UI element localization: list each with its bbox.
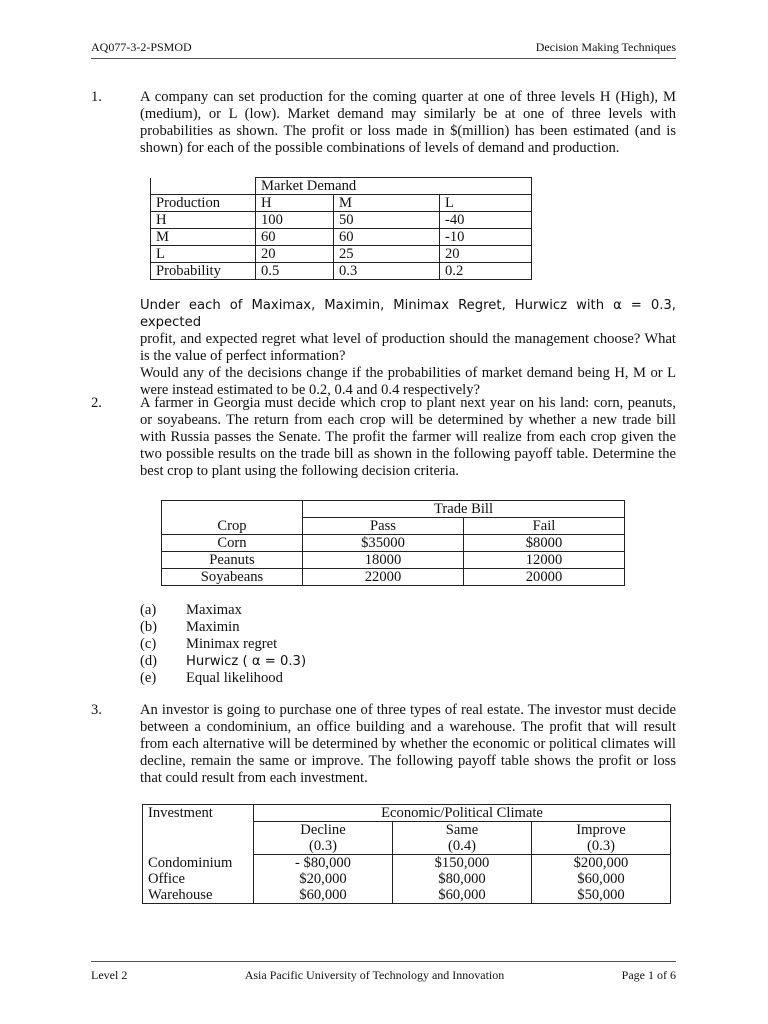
column-header — [393, 822, 532, 855]
table-cell: 50 — [334, 212, 440, 229]
table-cell: - $80,000 $20,000 $60,000 — [254, 855, 393, 904]
column-header — [254, 822, 393, 855]
question-intro: A farmer in Georgia must decide which crop to plant next year on his land: corn, peanuts, or soyabeans. The return from each crop will be determined by whether a new trade bill with Russia passes the Senate. The profit the farmer will realize from each crop given the two possible results on the trade bill as shown in the following payoff table. Determine the best crop to plant using the following decision criteria. — [140, 395, 676, 479]
criteria-list — [140, 602, 676, 687]
row-label: M — [151, 229, 256, 246]
table-row — [151, 263, 532, 280]
table-cell: -10 — [440, 229, 532, 246]
question-number: 1. — [91, 89, 102, 105]
list-item — [140, 636, 676, 653]
column-probability: (0.4) — [448, 838, 476, 854]
table-cell: 20000 — [464, 569, 625, 586]
list-item — [140, 670, 676, 687]
market-demand-table — [150, 177, 532, 280]
row-label: Corn — [162, 535, 303, 552]
row-label: H — [151, 212, 256, 229]
item-text: Maximax — [186, 602, 242, 618]
course-code: AQ077-3-2-PSMOD — [91, 40, 192, 54]
table-row — [151, 246, 532, 263]
table-cell: 22000 — [303, 569, 464, 586]
item-label: (e) — [140, 670, 157, 686]
item-text: Minimax regret — [186, 636, 278, 652]
investment-table — [142, 804, 671, 904]
table-row — [151, 212, 532, 229]
page-number: Page 1 of 6 — [621, 968, 676, 982]
group-header: Trade Bill — [303, 501, 625, 518]
column-header: Fail — [464, 518, 625, 535]
row-label: L — [151, 246, 256, 263]
question-3 — [91, 702, 676, 904]
item-label: (a) — [140, 602, 157, 618]
table-cell: 20 — [440, 246, 532, 263]
page-header — [91, 40, 676, 59]
table-cell: -40 — [440, 212, 532, 229]
row-label: Probability — [151, 263, 256, 280]
table-cell: 20 — [256, 246, 334, 263]
item-label: (d) — [140, 653, 158, 669]
table-cell: 60 — [256, 229, 334, 246]
group-header: Market Demand — [256, 178, 532, 195]
table-row — [151, 229, 532, 246]
table-row — [162, 569, 625, 586]
item-label: (b) — [140, 619, 158, 635]
question-number: 3. — [91, 702, 102, 718]
table-row — [162, 552, 625, 569]
row-label: Peanuts — [162, 552, 303, 569]
list-item — [140, 602, 676, 619]
table-cell: $35000 — [303, 535, 464, 552]
row-header: Crop — [162, 518, 303, 535]
question-2 — [91, 395, 676, 687]
row-label: Condominium Office Warehouse — [143, 855, 254, 904]
row-header: Investment — [143, 805, 254, 855]
question-criteria-line: Under each of Maximax, Maximin, Minimax Regret, Hurwicz with α = 0.3, expected — [140, 298, 676, 330]
question-1 — [91, 89, 676, 399]
table-cell: $8000 — [464, 535, 625, 552]
column-name: Decline — [300, 822, 346, 838]
table-row — [143, 855, 671, 904]
footer-level: Level 2 — [91, 968, 128, 982]
column-header — [532, 822, 671, 855]
item-label: (c) — [140, 636, 157, 652]
table-cell: $200,000 $60,000 $50,000 — [532, 855, 671, 904]
question-intro: A company can set production for the coming quarter at one of three levels H (High), M (medium), or L (low). Market demand may similarly be at one of three levels with probabilities as shown. The profit or loss made in $(million) has been estimated (and is shown) for each of the possible combinations of levels of demand and production. — [140, 89, 676, 156]
table-cell: 100 — [256, 212, 334, 229]
row-header: Production — [151, 195, 256, 212]
table-cell: 25 — [334, 246, 440, 263]
table-cell: 12000 — [464, 552, 625, 569]
table-cell: 60 — [334, 229, 440, 246]
footer-institution: Asia Pacific University of Technology and Innovation — [244, 968, 505, 982]
page-footer — [91, 961, 676, 983]
table-cell: 0.2 — [440, 263, 532, 280]
column-header: M — [334, 195, 440, 212]
item-text: Hurwicz ( α = 0.3) — [186, 654, 307, 669]
question-followup: Would any of the decisions change if the probabilities of market demand being H, M or L were instead estimated to be 0.2, 0.4 and 0.4 respectively? — [140, 365, 676, 398]
group-header: Economic/Political Climate — [254, 805, 671, 822]
column-name: Same — [445, 822, 479, 838]
item-text: Maximin — [186, 619, 240, 635]
question-number: 2. — [91, 395, 102, 411]
table-cell: $150,000 $80,000 $60,000 — [393, 855, 532, 904]
course-title: Decision Making Techniques — [535, 40, 676, 54]
question-intro: An investor is going to purchase one of three types of real estate. The investor must decide between a condominium, an office building and a warehouse. The profit that will result from each alternative will be determined by whether the economic or political climates will decline, remain the same or improve. The following payoff table shows the profit or loss that could result from each investment. — [140, 702, 676, 786]
column-name: Improve — [576, 822, 626, 838]
column-header: L — [440, 195, 532, 212]
list-item — [140, 653, 676, 670]
column-probability: (0.3) — [309, 838, 337, 854]
trade-bill-table — [161, 500, 625, 586]
question-text: profit, and expected regret what level of production should the management choose? What is the value of perfect information? — [140, 331, 676, 364]
table-cell: 18000 — [303, 552, 464, 569]
row-label: Soyabeans — [162, 569, 303, 586]
column-header: H — [256, 195, 334, 212]
table-cell: 0.3 — [334, 263, 440, 280]
item-text: Equal likelihood — [186, 670, 283, 686]
table-row — [162, 535, 625, 552]
list-item — [140, 619, 676, 636]
column-header: Pass — [303, 518, 464, 535]
table-cell: 0.5 — [256, 263, 334, 280]
column-probability: (0.3) — [587, 838, 615, 854]
